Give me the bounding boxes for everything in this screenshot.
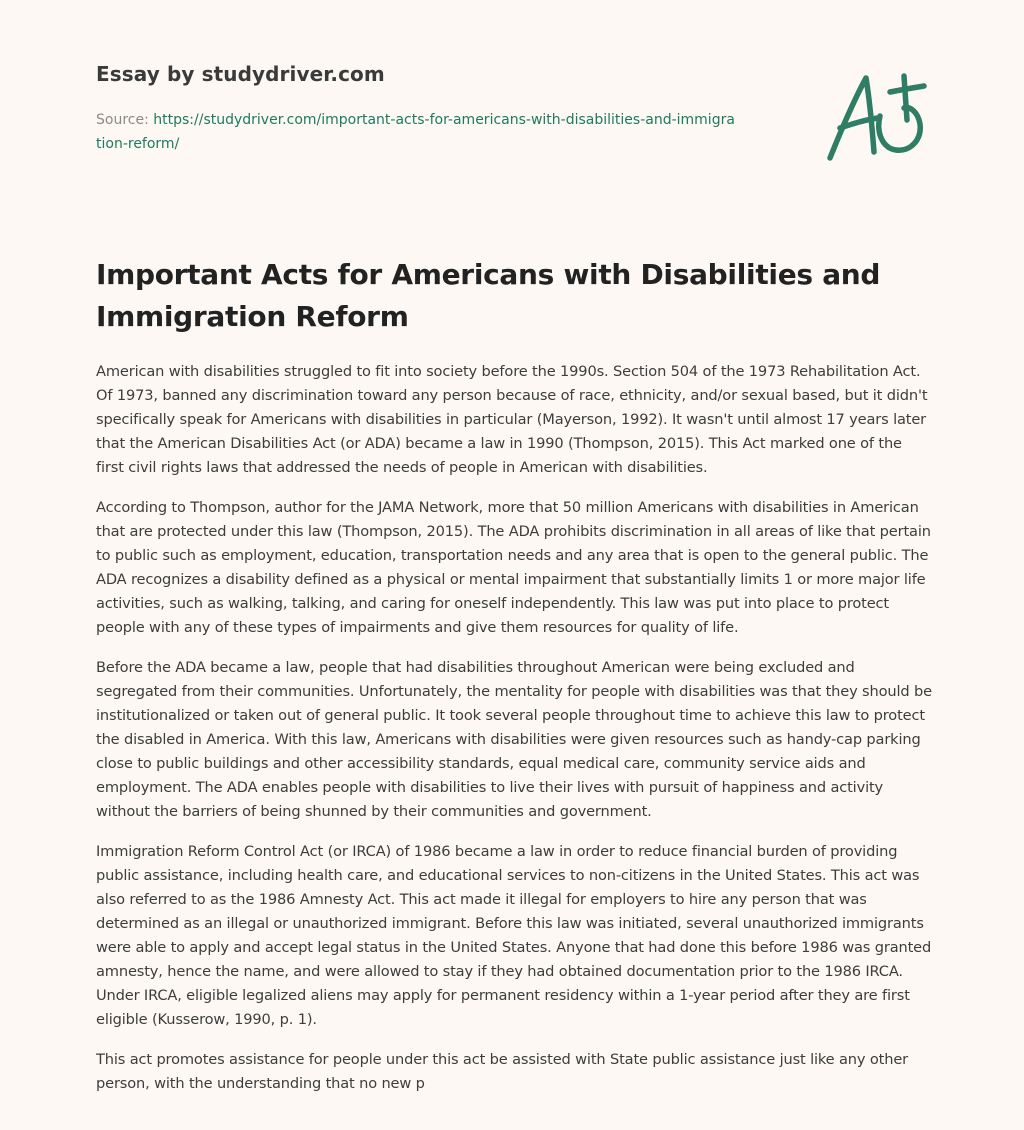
essay-paragraph: This act promotes assistance for people under this act be assisted with State public assistance just like any other person, with the understanding that no new p xyxy=(96,1051,908,1092)
essay-paragraph: Immigration Reform Control Act (or IRCA) of 1986 became a law in order to reduce financial burden of providing public assistance, including health care, and educational services to non-citizens in the United States. This act was also referred to as the 1986 Amnesty Act. This act made it illegal for employers to hire any person that was determined as an illegal or unauthorized immigrant. Before this law was initiated, several unauthorized immigrants were able to apply and accept legal status in the United States. Anyone that had done this before 1986 was granted amnesty, hence the name, and were allowed to stay if they had obtained documentation prior to the 1986 IRCA. Under IRCA, eligible legalized aliens may apply for permanent residency within a 1-year period after they are first eligible (Kusserow, 1990, p. 1). xyxy=(96,843,932,1028)
essay-paragraph: American with disabilities struggled to fit into society before the 1990s. Section 504 of the 1973 Rehabilitation Act. Of 1973, banned any discrimination toward any person because of race, ethnicity, and/or sexual based, but it didn't specifically speak for Americans with disabilities in particular (Mayerson, 1992). It wasn't until almost 17 years later that the American Disabilities Act (or ADA) became a law in 1990 (Thompson, 2015). This Act marked one of the first civil rights laws that addressed the needs of people in American with disabilities. xyxy=(96,363,928,476)
a-plus-logo xyxy=(818,66,930,166)
essay-title: Important Acts for Americans with Disabilities and Immigration Reform xyxy=(96,258,881,333)
source-line xyxy=(96,108,736,156)
source-link[interactable]: https://studydriver.com/important-acts-for-americans-with-disabilities-and-immigration-reform/ xyxy=(96,112,735,152)
essay-paragraph: Before the ADA became a law, people that had disabilities throughout American were being excluded and segregated from their communities. Unfortunately, the mentality for people with disabilities was that they should be institutionalized or taken out of general public. It took several people throughout time to achieve this law to protect the disabled in America. With this law, Americans with disabilities were given resources such as handy-cap parking close to public buildings and other accessibility standards, equal medical care, community service aids and employment. The ADA enables people with disabilities to live their lives with pursuit of happiness and activity without the barriers of being shunned by their communities and government. xyxy=(96,659,932,820)
essay-paragraph: According to Thompson, author for the JAMA Network, more that 50 million Americans with disabilities in American that are protected under this law (Thompson, 2015). The ADA prohibits discrimination in all areas of like that pertain to public such as employment, education, transportation needs and any area that is open to the general public. The ADA recognizes a disability defined as a physical or mental impairment that substantially limits 1 or more major life activities, such as walking, talking, and caring for oneself independently. This law was put into place to protect people with any of these types of impairments and give them resources for quality of life. xyxy=(96,499,931,636)
essay-article xyxy=(96,254,934,1112)
site-title: Essay by studydriver.com xyxy=(96,62,385,86)
source-label: Source: xyxy=(96,112,149,128)
page-header xyxy=(96,62,736,156)
